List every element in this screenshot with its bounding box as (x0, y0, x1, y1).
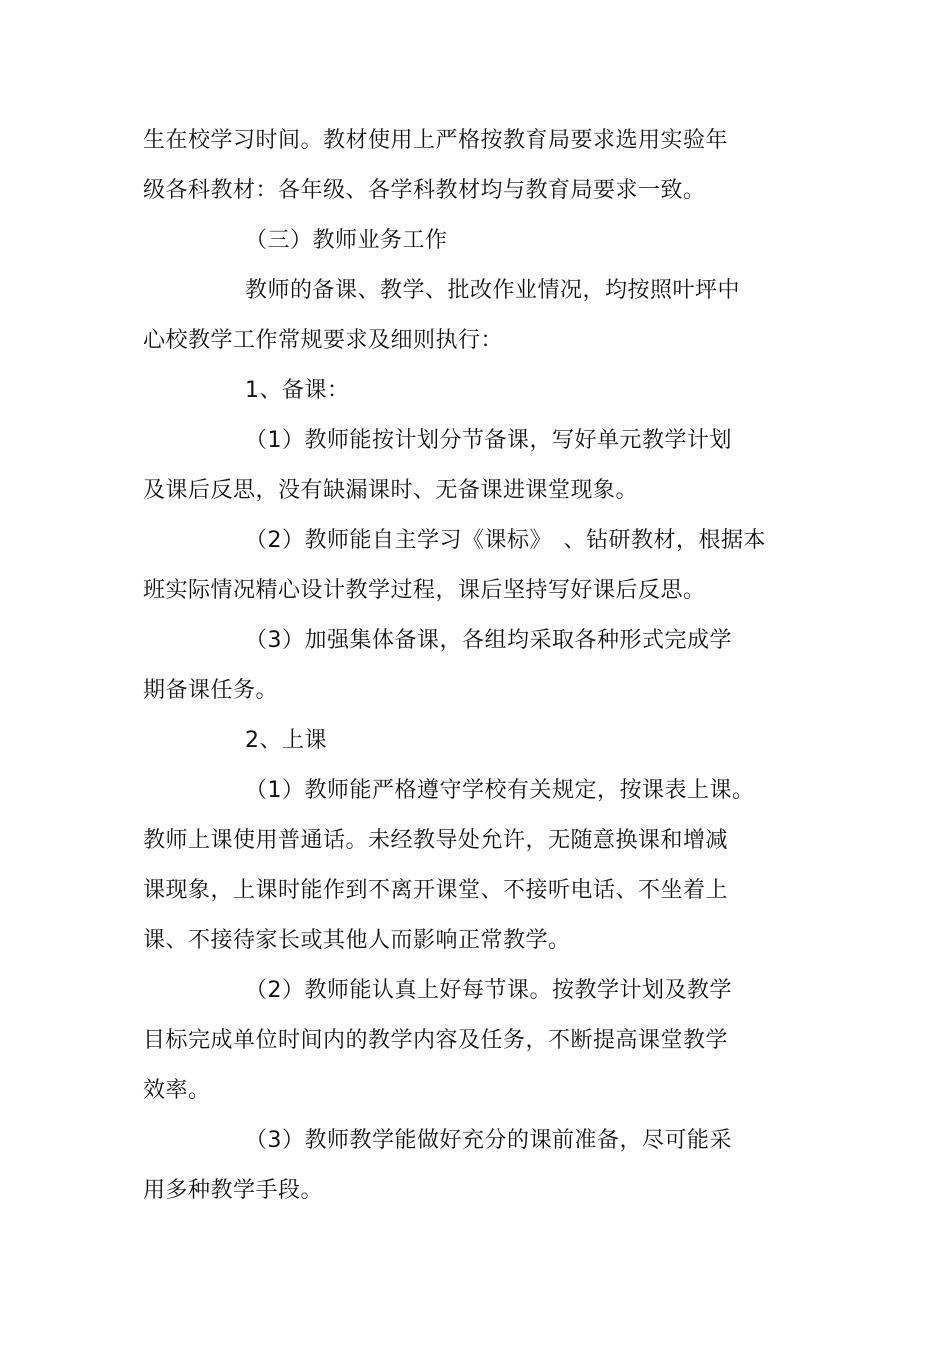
text-line-16: 课现象，上课时能作到不离开课堂、不接听电话、不坐着上 (143, 878, 729, 903)
text-line-2: 级各科教材：各年级、各学科教材均与教育局要求一致。 (143, 178, 706, 203)
text-line-18: （2）教师能认真上好每节课。按教学计划及教学 (245, 978, 732, 1003)
text-line-12: 期备课任务。 (143, 678, 279, 703)
text-line-9: （2）教师能自主学习《课标》 、钻研教材，根据本 (245, 528, 766, 553)
text-line-11: （3）加强集体备课，各组均采取各种形式完成学 (245, 628, 732, 653)
text-line-4: 教师的备课、教学、批改作业情况，均按照叶坪中 (245, 278, 741, 303)
text-line-15: 教师上课使用普通话。未经教导处允许，无随意换课和增减 (143, 828, 729, 853)
text-line-1: 生在校学习时间。教材使用上严格按教育局要求选用实验年 (143, 128, 729, 153)
text-line-8: 及课后反思，没有缺漏课时、无备课进课堂现象。 (143, 478, 639, 503)
text-line-22: 用多种教学手段。 (143, 1178, 324, 1203)
text-line-14: （1）教师能严格遵守学校有关规定，按课表上课。 (245, 778, 755, 803)
text-line-20: 效率。 (143, 1078, 211, 1103)
text-line-17: 课、不接待家长或其他人而影响正常教学。 (143, 928, 571, 953)
subheading-class: 2、上课 (245, 728, 327, 753)
text-line-21: （3）教师教学能做好充分的课前准备，尽可能采 (245, 1128, 732, 1153)
text-line-10: 班实际情况精心设计教学过程，课后坚持写好课后反思。 (143, 578, 706, 603)
section-heading: （三）教师业务工作 (245, 228, 448, 253)
text-line-19: 目标完成单位时间内的教学内容及任务，不断提高课堂教学 (143, 1028, 729, 1053)
text-line-5: 心校教学工作常规要求及细则执行： (143, 328, 504, 353)
subheading-preparation: 1、备课： (245, 378, 350, 403)
text-line-7: （1）教师能按计划分节备课，写好单元教学计划 (245, 428, 732, 453)
